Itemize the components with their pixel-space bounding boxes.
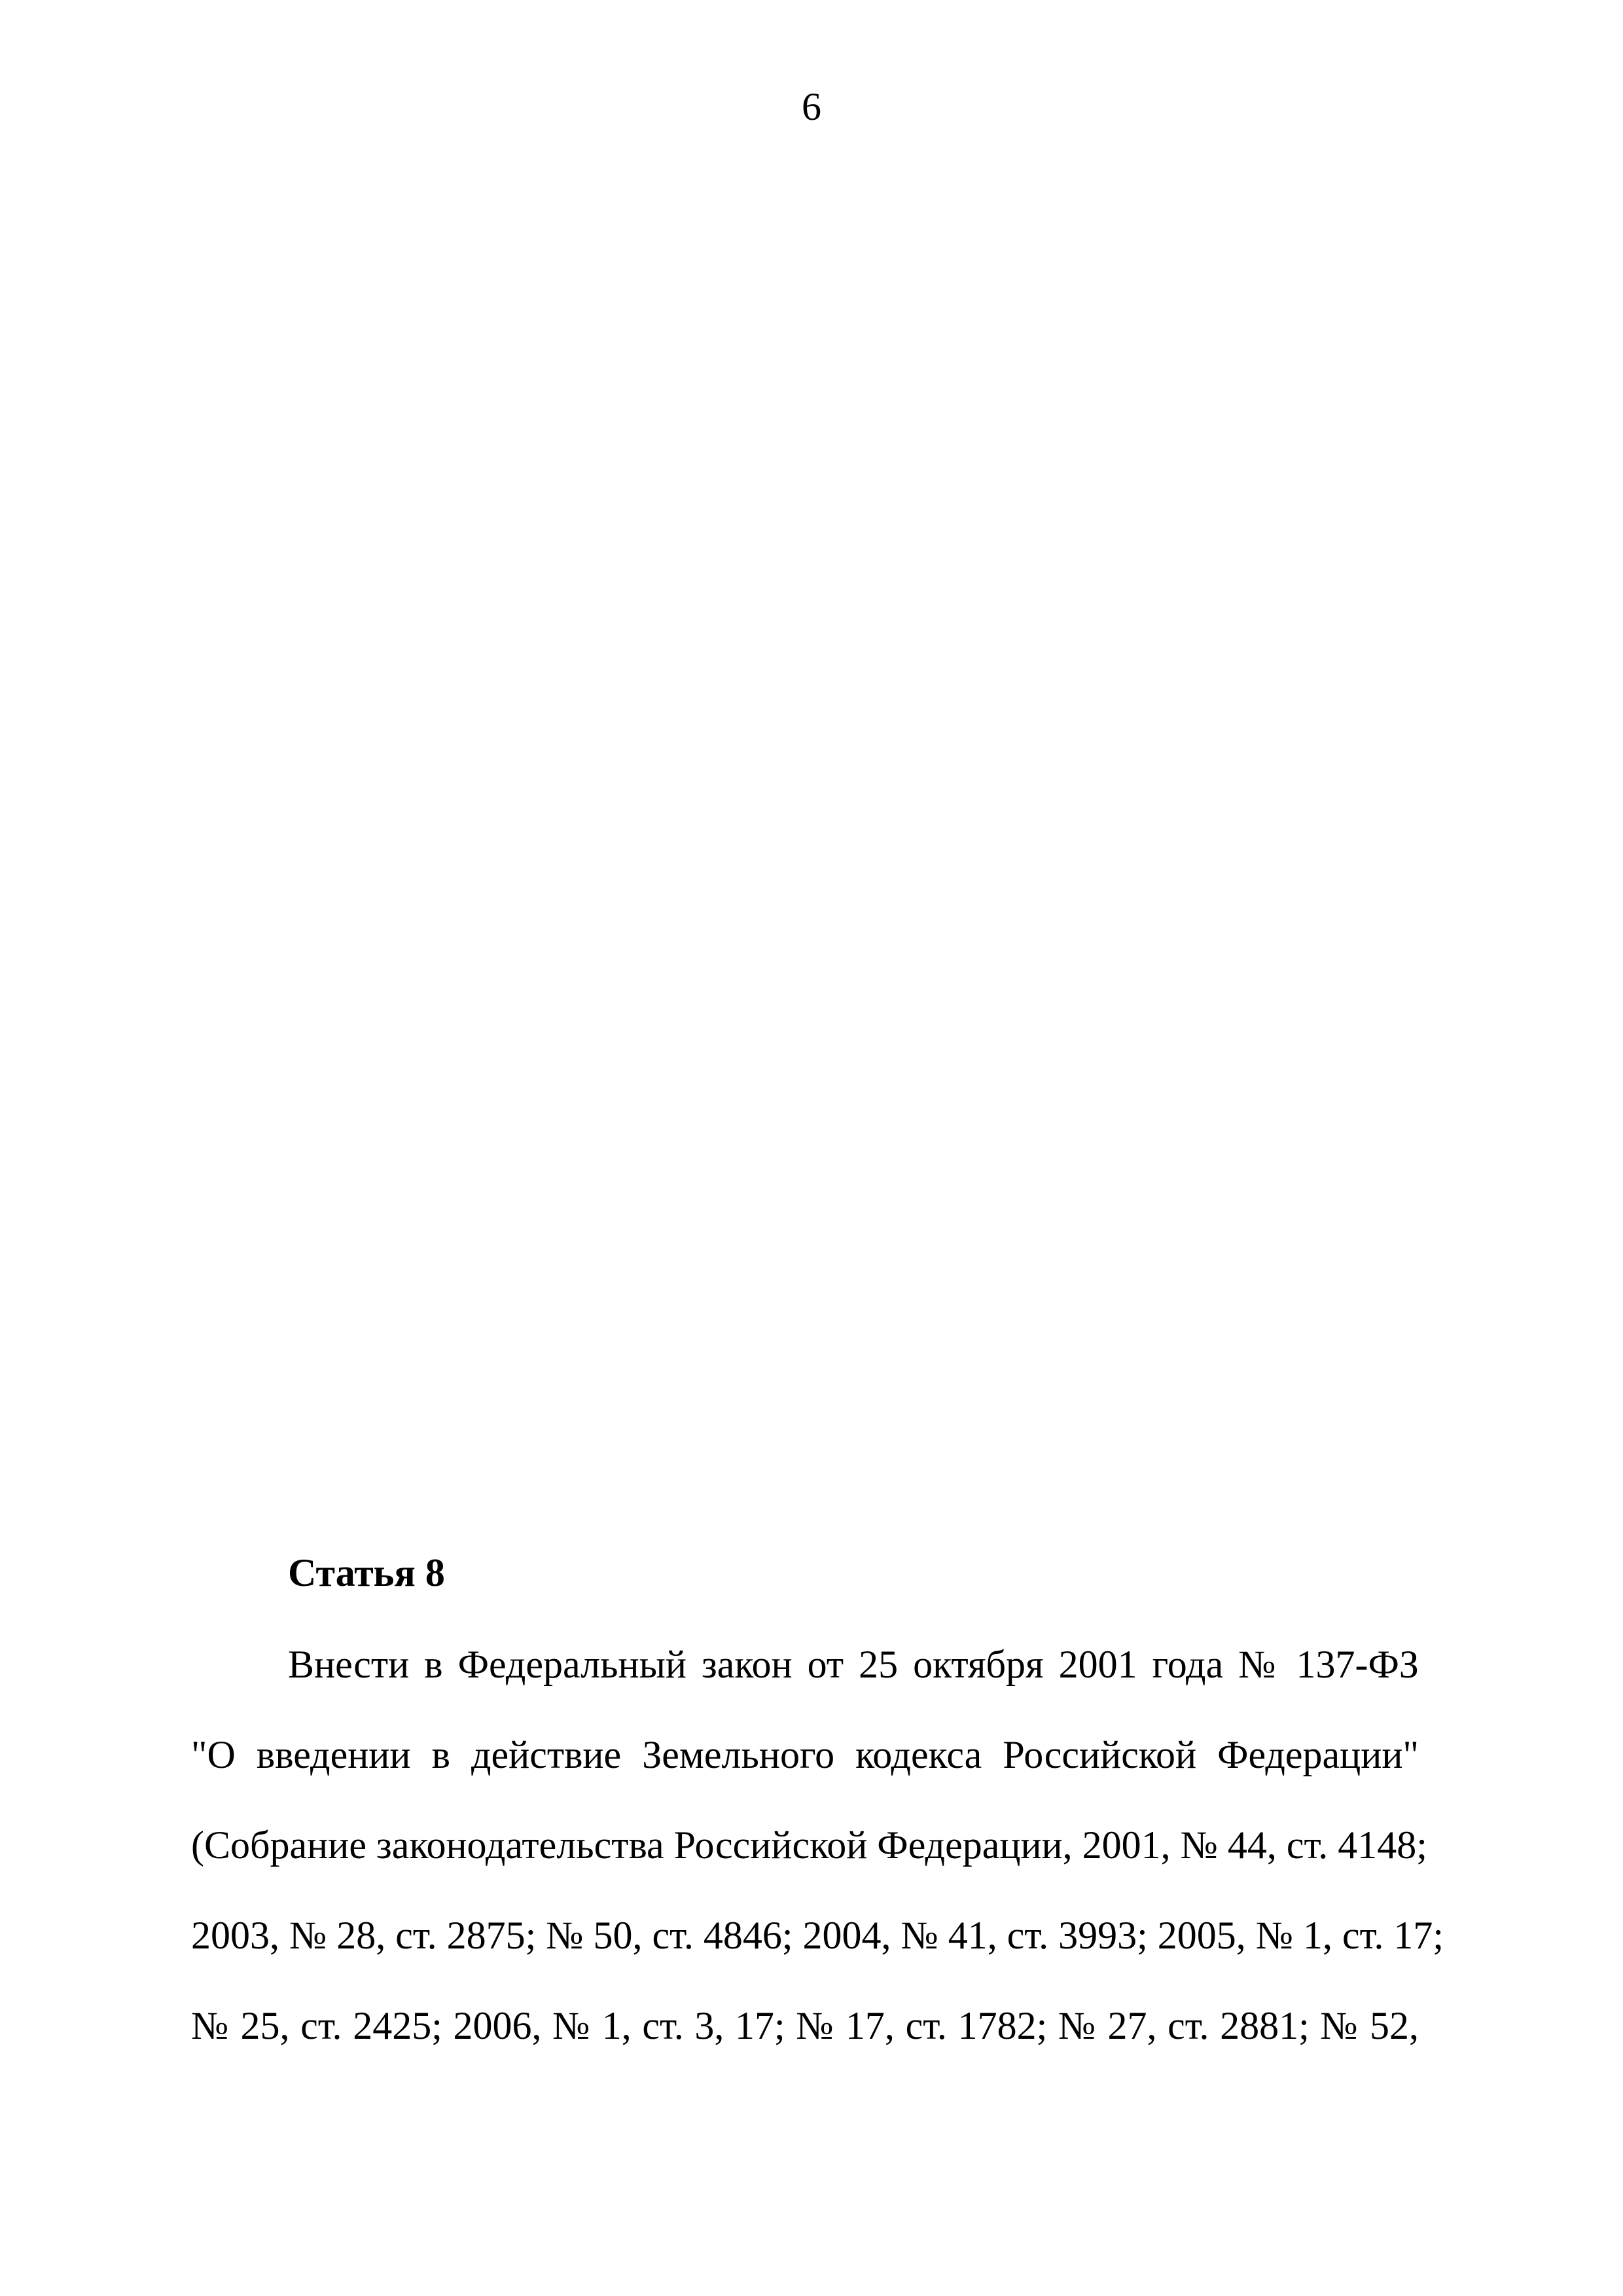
article-text-line-3: (Собрание законодательства Российской Федерации, 2001, № 44, ст. 4148; xyxy=(191,1823,1427,1867)
page-number: 6 xyxy=(802,85,821,128)
article-text-line-5: № 25, ст. 2425; 2006, № 1, ст. 3, 17; № 17, ст. 1782; № 27, ст. 2881; № 52, xyxy=(191,2004,1419,2047)
article-text-line-2: "О введении в действие Земельного кодекса Российской Федерации" xyxy=(191,1733,1419,1776)
article-text-line-4: 2003, № 28, ст. 2875; № 50, ст. 4846; 2004, № 41, ст. 3993; 2005, № 1, ст. 17; xyxy=(191,1914,1444,1957)
article-text-line-1: Внести в Федеральный закон от 25 октября 2001 года № 137-ФЗ xyxy=(288,1643,1419,1686)
article-heading: Статья 8 xyxy=(288,1551,445,1594)
